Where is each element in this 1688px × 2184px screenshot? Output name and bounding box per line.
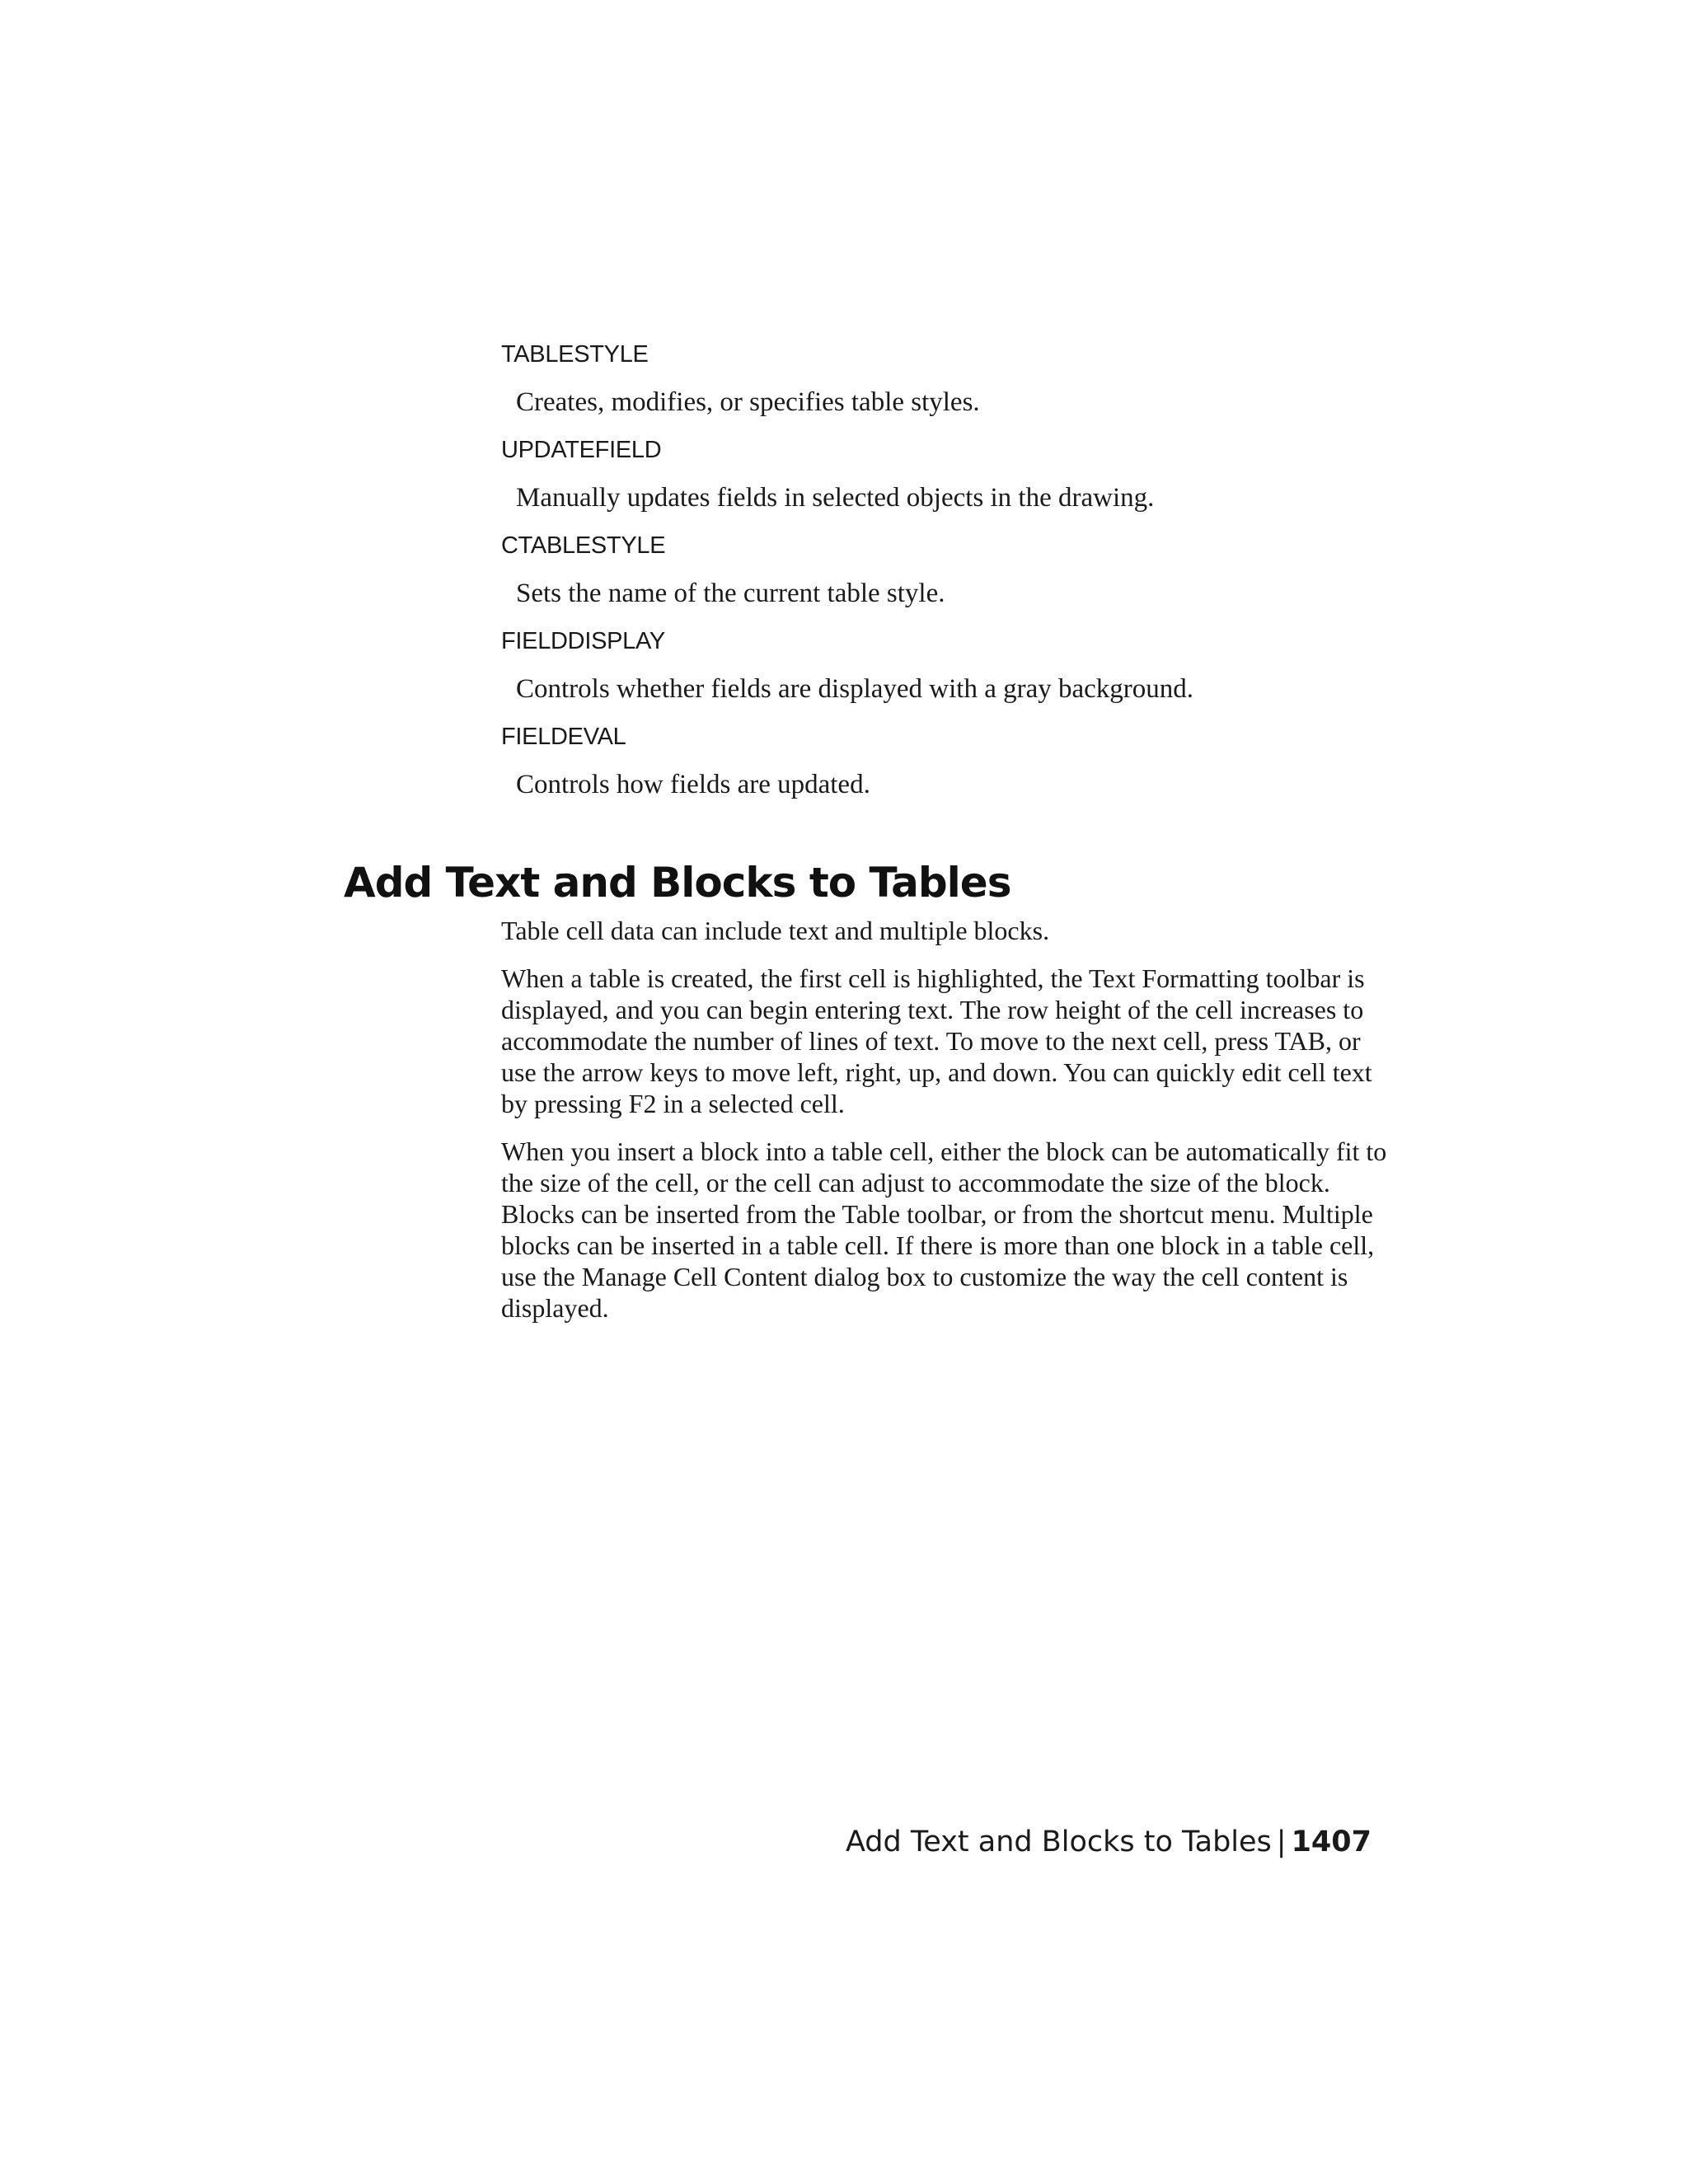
command-list	[501, 338, 1391, 816]
running-title: Add Text and Blocks to Tables	[845, 1825, 1272, 1858]
command-name: TABLESTYLE	[501, 341, 649, 368]
command-name: UPDATEFIELD	[501, 437, 662, 463]
command-name: FIELDDISPLAY	[501, 628, 665, 654]
section-heading: Add Text and Blocks to Tables	[344, 859, 1011, 907]
command-description: Creates, modifies, or specifies table styles.	[516, 387, 980, 417]
command-description: Sets the name of the current table style.	[516, 579, 945, 608]
command-description: Manually updates fields in selected objects in the drawing.	[516, 483, 1155, 513]
footer-separator: |	[1276, 1825, 1287, 1858]
command-description: Controls how fields are updated.	[516, 770, 870, 799]
page-footer	[846, 1823, 1372, 1861]
body-paragraph: When you insert a block into a table cell, either the block can be automatically fit to the size of the cell, or the cell can adjust to accommodate the size of the block. Blocks can be inserted from the Table toolbar, or from the shortcut menu. Multiple blocks can be inserted in a table cell. If there is more than one block in a table cell, use the Manage Cell Content dialog box to customize the way the cell content is displayed.	[501, 1137, 1387, 1323]
body-paragraph: When a table is created, the first cell is highlighted, the Text Formatting toolbar is displayed, and you can begin entering text. The row height of the cell increases to accommodate the number of lines of text. To move to the next cell, press TAB, or use the arrow keys to move left, right, up, and down. You can quickly edit cell text by pressing F2 in a selected cell.	[501, 963, 1372, 1118]
command-name: CTABLESTYLE	[501, 532, 666, 559]
section-body	[501, 915, 1391, 1340]
command-description: Controls whether fields are displayed with a gray background.	[516, 674, 1194, 704]
page-number: 1407	[1291, 1825, 1372, 1858]
body-paragraph: Table cell data can include text and multiple blocks.	[501, 916, 1050, 945]
command-name: FIELDEVAL	[501, 724, 626, 750]
